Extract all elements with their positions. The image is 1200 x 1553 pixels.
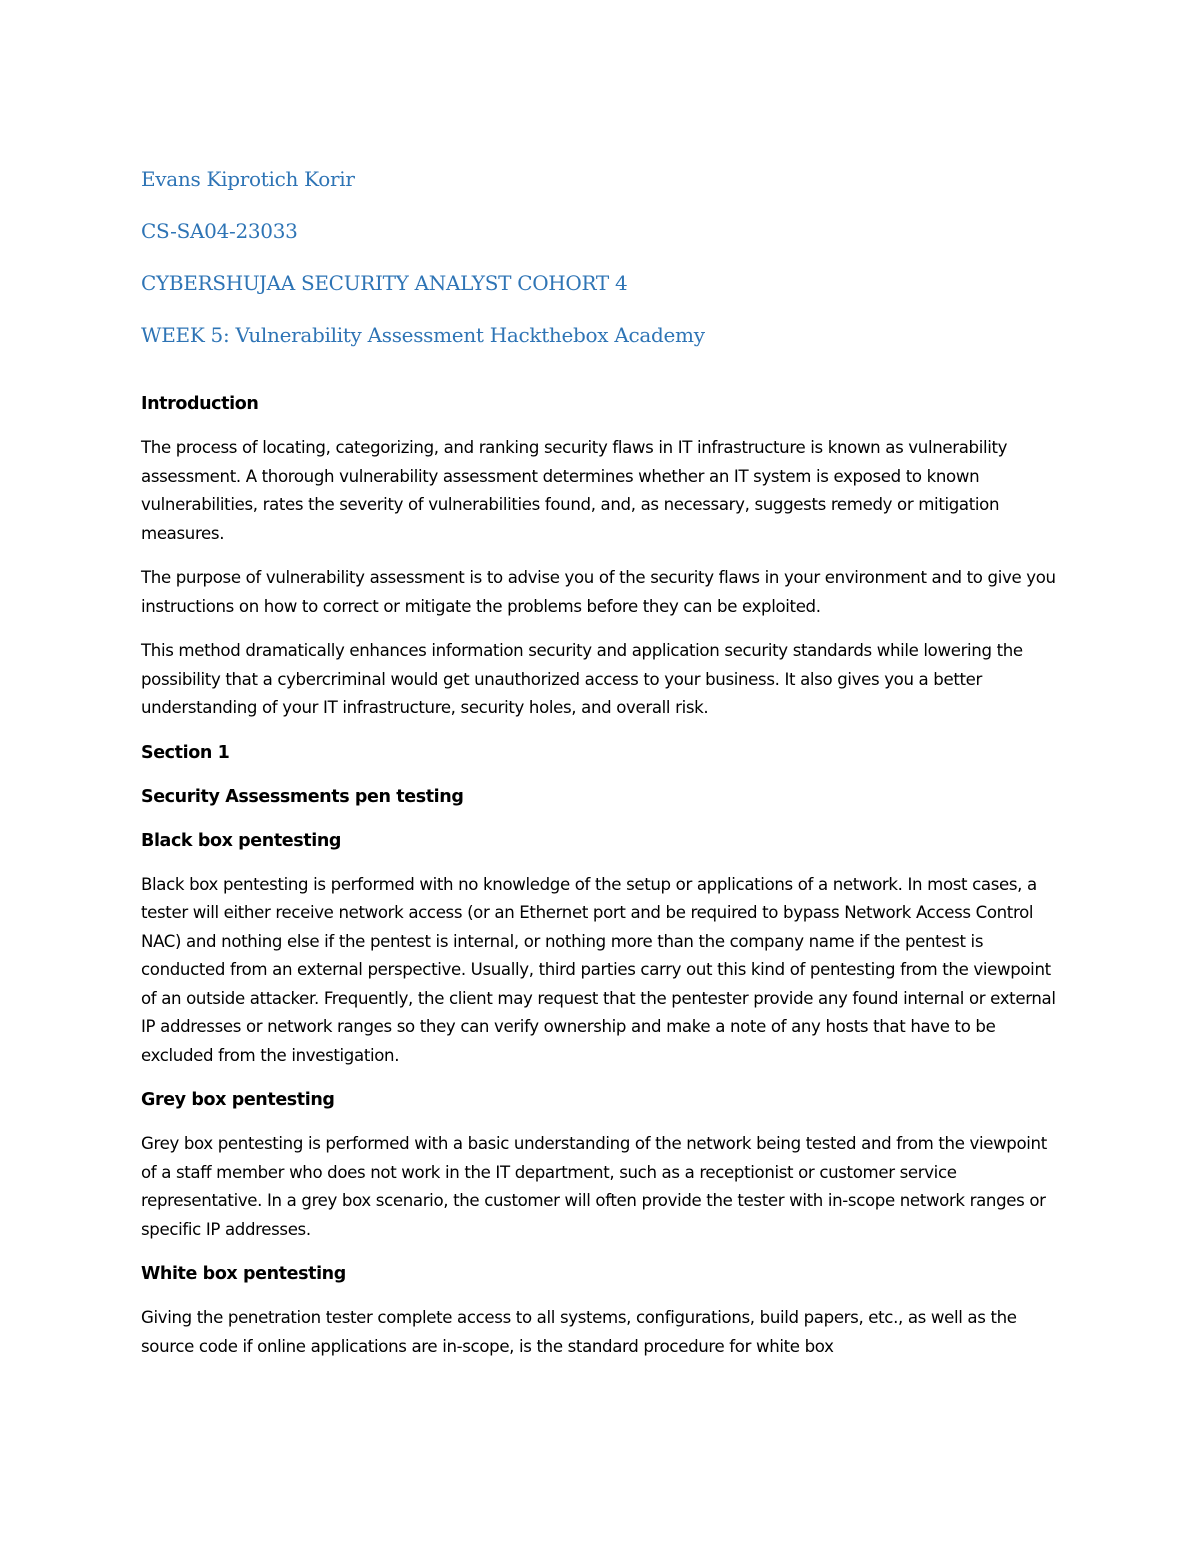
white-box-heading: White box pentesting [141,1264,346,1284]
grey-box-heading: Grey box pentesting [141,1090,335,1110]
introduction-heading: Introduction [141,394,259,414]
cohort-title: CYBERSHUJAA SECURITY ANALYST COHORT 4 [141,271,628,295]
black-box-paragraph: Black box pentesting is performed with no knowledge of the setup or applications of a network. In most cases, a tester will either receive network access (or an Ethernet port and be required to bypass Network Access Control NAC) and nothing else if the pentest is internal, or nothing more than the company name if the pentest is conducted from an external perspective. Usually, third parties carry out this kind of pentesting from the viewpoint of an outside attacker. Frequently, the client may request that the pentester provide any found internal or external IP addresses or network ranges so they can verify ownership and make a note of any hosts that have to be excluded from the investigation. [141,874,1056,1065]
student-id: CS-SA04-23033 [141,219,298,243]
author-name: Evans Kiprotich Korir [141,167,355,191]
section-1-subheading: Security Assessments pen testing [141,786,464,807]
introduction-paragraph-1: The process of locating, categorizing, and ranking security flaws in IT infrastructure is known as vulnerability assessment. A thorough vulnerability assessment determines whether an IT system is exposed to known vulnerabilities, rates the severity of vulnerabilities found, and, as necessary, suggests remedy or mitigation measures. [141,438,1008,543]
grey-box-paragraph: Grey box pentesting is performed with a basic understanding of the network being tested and from the viewpoint of a staff member who does not work in the IT department, such as a receptionist or customer service representative. In a grey box scenario, the customer will often provide the tester with in-scope network ranges or specific IP addresses. [141,1134,1047,1239]
week-title: WEEK 5: Vulnerability Assessment Hackthebox Academy [141,323,705,347]
black-box-heading: Black box pentesting [141,830,342,851]
section-1-heading: Section 1 [141,742,230,763]
white-box-paragraph: Giving the penetration tester complete access to all systems, configurations, build papers, etc., as well as the source code if online applications are in-scope, is the standard procedure for white box [141,1308,1017,1356]
document-body [141,160,1061,1377]
introduction-paragraph-3: This method dramatically enhances information security and application security standards while lowering the possibility that a cybercriminal would get unauthorized access to your business. It also gives you a better understanding of your IT infrastructure, security holes, and overall risk. [141,641,1023,717]
introduction-paragraph-2: The purpose of vulnerability assessment is to advise you of the security flaws in your environment and to give you instructions on how to correct or mitigate the problems before they can be exploited. [141,568,1056,616]
